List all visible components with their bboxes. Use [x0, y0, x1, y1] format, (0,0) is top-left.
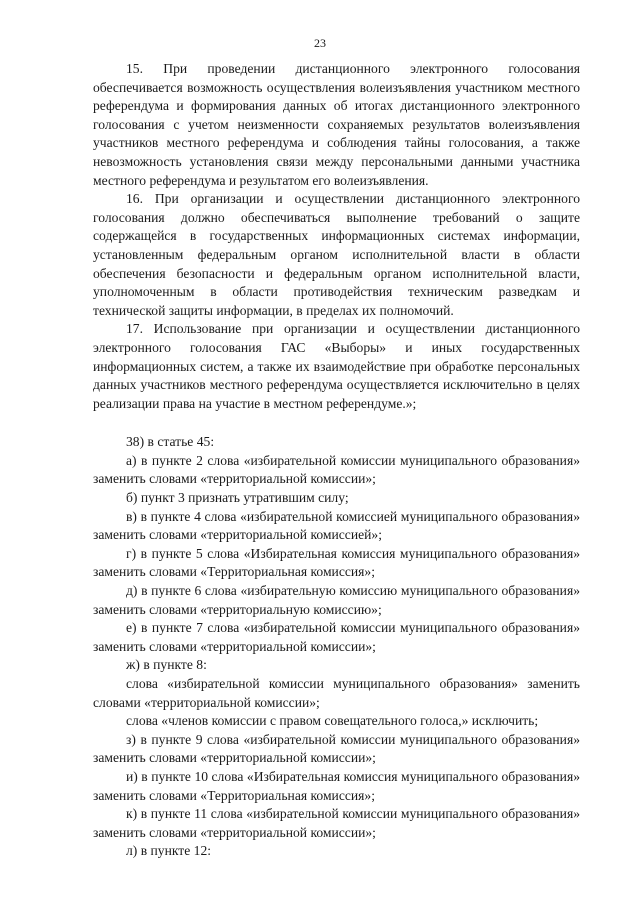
document-body — [93, 60, 580, 861]
amendment-item-l: л) в пункте 12: — [126, 843, 212, 859]
amendment-item-b: б) пункт 3 признать утратившим силу; — [126, 490, 349, 506]
paragraph-17: 17. Использование при организации и осуществлении дистанционного электронного голосования ГАС «Выборы» и иных государственных информационных систем, а также их взаимодействие при обработке персональных данных участников местного референдума осуществляется исключительно в целях реализации права на участие в местном референдуме.»; — [93, 321, 580, 411]
amendment-item-v: в) в пункте 4 слова «избирательной комиссией муниципального образования» заменить словами «территориальной комиссией»; — [93, 508, 580, 543]
amendment-subitem-1: слова «избирательной комиссии муниципального образования» заменить словами «территориальной комиссии»; — [93, 676, 580, 710]
amendment-item-e: е) в пункте 7 слова «избирательной комиссии муниципального образования» заменить словами «территориальной комиссии»; — [93, 620, 580, 654]
amendment-item-g: г) в пункте 5 слова «Избирательная комиссия муниципального образования» заменить словами «Территориальная комиссия»; — [93, 545, 580, 580]
amendment-subitem-2: слова «членов комиссии с правом совещательного голоса,» исключить; — [126, 713, 539, 729]
amendment-heading-38: 38) в статье 45: — [126, 434, 215, 450]
paragraph-16: 16. При организации и осуществлении дистанционного электронного голосования должно обеспечиваться выполнение требований о защите содержащейся в государственных информационных системах информации, установленным федеральным органом исполнительной власти в области обеспечения безопасности и федеральным органом исполнительной власти, уполномоченным в области противодействия техническим разведкам и технической защиты информации, в пределах их полномочий. — [93, 191, 580, 318]
amendment-item-zh: ж) в пункте 8: — [126, 657, 207, 673]
page-number: 23 — [314, 36, 326, 50]
amendment-item-z: з) в пункте 9 слова «избирательной комиссии муниципального образования» заменить словами «территориальной комиссии»; — [93, 731, 580, 766]
amendment-item-i: и) в пункте 10 слова «Избирательная комиссия муниципального образования» заменить словами «Территориальная комиссия»; — [93, 768, 580, 803]
paragraph-gap — [93, 413, 580, 433]
amendment-item-d: д) в пункте 6 слова «избирательную комиссию муниципального образования» заменить словами «территориальную комиссию»; — [93, 583, 580, 617]
amendment-item-a: а) в пункте 2 слова «избирательной комиссии муниципального образования» заменить словами «территориальной комиссии»; — [93, 452, 580, 487]
paragraph-15: 15. При проведении дистанционного электронного голосования обеспечивается возможность осуществления волеизъявления участником местного референдума и формирования данных об итогах дистанционного электронного голосования с учетом неизменности сохраняемых результатов волеизъявления участников местного референдума и соблюдения тайны голосования, а также невозможность установления связи между персональными данными участника местного референдума и результатом его волеизъявления. — [93, 61, 580, 188]
amendment-item-k: к) в пункте 11 слова «избирательной комиссии муниципального образования» заменить словами «территориальной комиссии»; — [93, 806, 580, 840]
